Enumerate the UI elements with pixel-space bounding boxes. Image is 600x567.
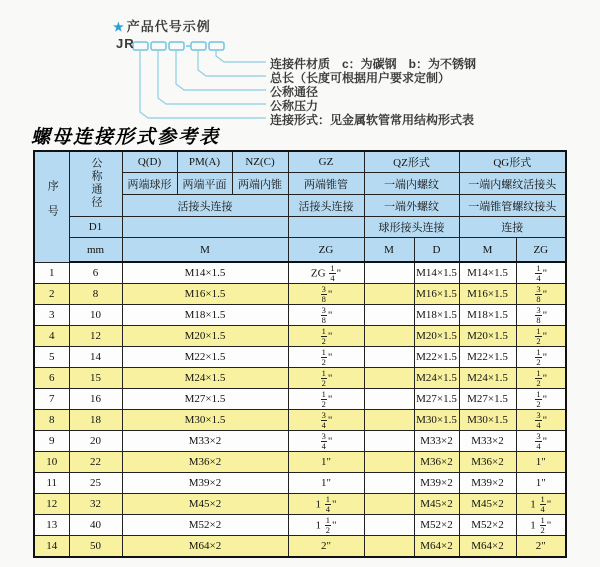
table-cell: 25 (69, 473, 122, 494)
header-join-qg: 一端锥管螺纹接头 (459, 195, 566, 217)
header-join-gz: 活接头连接 (288, 195, 364, 217)
table-cell: 1" (516, 452, 566, 473)
table-row (34, 494, 566, 515)
table-cell: 40 (69, 515, 122, 536)
table-cell: 7 (34, 389, 69, 410)
table-cell: M18×1.5 (459, 305, 516, 326)
header-code-q: Q(D) (122, 151, 177, 173)
table-cell (364, 473, 414, 494)
table-cell (364, 431, 414, 452)
table-cell (364, 410, 414, 431)
table-cell: M22×1.5 (122, 347, 288, 368)
table-cell: M27×1.5 (122, 389, 288, 410)
table-cell (364, 515, 414, 536)
header-join-qz: 一端外螺纹 (364, 195, 459, 217)
table-cell: M30×1.5 (459, 410, 516, 431)
table-cell: M45×2 (122, 494, 288, 515)
table-cell: M27×1.5 (459, 389, 516, 410)
table-cell: ZG $\frac{1}{4}$ " (288, 262, 364, 284)
nut-connection-reference-table (33, 150, 567, 558)
table-cell: M27×1.5 (414, 389, 459, 410)
table-row (34, 536, 566, 558)
table-cell: M36×2 (414, 452, 459, 473)
header-code-qg: QG形式 (459, 151, 566, 173)
table-cell: $\frac{3}{8}$ " (288, 305, 364, 326)
table-cell (364, 284, 414, 305)
table-cell: 22 (69, 452, 122, 473)
table-cell (364, 262, 414, 284)
table-cell: M20×1.5 (122, 326, 288, 347)
table-cell: $\frac{1}{2}$ " (288, 389, 364, 410)
header-code-gz: GZ (288, 151, 364, 173)
product-code-diagram (0, 0, 600, 135)
table-cell: M45×2 (459, 494, 516, 515)
table-cell: 12 (69, 326, 122, 347)
header-desc-qg: 一端内螺纹活接头 (459, 173, 566, 195)
table-row (34, 284, 566, 305)
table-cell: $\frac{1}{2}$ " (516, 347, 566, 368)
table-cell: M52×2 (459, 515, 516, 536)
table-cell: 12 (34, 494, 69, 515)
diagram-title (113, 16, 211, 35)
table-row (34, 305, 566, 326)
table-cell: M18×1.5 (414, 305, 459, 326)
table-cell: $\frac{3}{4}$ " (288, 410, 364, 431)
table-cell (364, 305, 414, 326)
table-cell (364, 347, 414, 368)
table-cell: 8 (34, 410, 69, 431)
table-cell: 14 (34, 536, 69, 558)
table-cell: 13 (34, 515, 69, 536)
table-cell: $\frac{3}{8}$ " (516, 305, 566, 326)
table-cell: 15 (69, 368, 122, 389)
table-cell: M33×2 (122, 431, 288, 452)
header-seq: 序号 (34, 151, 69, 262)
table-cell: $\frac{1}{2}$ " (516, 368, 566, 389)
header-desc-gz: 两端锥管 (288, 173, 364, 195)
table-header (34, 151, 566, 262)
product-code-prefix: JR (116, 36, 135, 51)
label-nominal-pressure: 公称压力 (270, 99, 319, 113)
table-cell (364, 536, 414, 558)
table-cell: M39×2 (122, 473, 288, 494)
table-cell (364, 368, 414, 389)
table-cell: 18 (69, 410, 122, 431)
table-cell: M14×1.5 (122, 262, 288, 284)
header-conn-qg: 连接 (459, 217, 566, 238)
table-cell: 1" (288, 452, 364, 473)
table-cell: M14×1.5 (414, 262, 459, 284)
table-cell: M39×2 (459, 473, 516, 494)
table-cell: 2 (34, 284, 69, 305)
header-unit-qz-d: D (414, 238, 459, 263)
table-cell: 6 (34, 368, 69, 389)
table-cell: 1 (34, 262, 69, 284)
table-cell: M52×2 (122, 515, 288, 536)
header-blank-left (122, 217, 288, 238)
table-row (34, 431, 566, 452)
table-cell: 32 (69, 494, 122, 515)
table-cell: M64×2 (122, 536, 288, 558)
table-cell: $\frac{1}{2}$ " (516, 389, 566, 410)
table-body (34, 262, 566, 557)
table-cell (364, 389, 414, 410)
table-cell: $\frac{1}{2}$ " (516, 326, 566, 347)
table-cell (364, 452, 414, 473)
label-connection-form: 连接形式：见金属软管常用结构形式表 (270, 113, 475, 127)
table-cell: $\frac{1}{4}$ " (516, 262, 566, 284)
code-box-icons (133, 42, 224, 50)
header-d1: D1 (69, 217, 122, 238)
table-cell: M30×1.5 (414, 410, 459, 431)
table-cell: M24×1.5 (122, 368, 288, 389)
header-unit-m: M (122, 238, 288, 263)
table-cell: M33×2 (414, 431, 459, 452)
table-cell: M16×1.5 (459, 284, 516, 305)
table-row (34, 473, 566, 494)
table-cell: M33×2 (459, 431, 516, 452)
table-title: 螺母连接形式参考表 (31, 127, 221, 148)
star-icon: ★ (113, 20, 125, 34)
header-unit-qz-m: M (364, 238, 414, 263)
table-cell: M39×2 (414, 473, 459, 494)
table-cell: $\frac{3}{8}$ " (288, 284, 364, 305)
table-row (34, 389, 566, 410)
diagram-title-text: 产品代号示例 (126, 19, 211, 34)
table-cell: M52×2 (414, 515, 459, 536)
table-cell: 10 (34, 452, 69, 473)
table-row (34, 410, 566, 431)
table-cell: M22×1.5 (459, 347, 516, 368)
table-cell: 11 (34, 473, 69, 494)
table-cell: M16×1.5 (122, 284, 288, 305)
table-cell: M24×1.5 (459, 368, 516, 389)
table-row (34, 452, 566, 473)
table-cell: M18×1.5 (122, 305, 288, 326)
table-cell: 5 (34, 347, 69, 368)
label-nominal-diameter: 公称通径 (270, 85, 319, 99)
table-cell: $\frac{1}{2}$ " (288, 326, 364, 347)
header-blank-gz (288, 217, 364, 238)
connector-lines (140, 50, 266, 118)
table-cell: M36×2 (122, 452, 288, 473)
table-cell: $\frac{1}{2}$ " (288, 347, 364, 368)
table-cell (364, 494, 414, 515)
table-cell: 10 (69, 305, 122, 326)
header-code-pm: PM(A) (177, 151, 232, 173)
header-unit-zg: ZG (288, 238, 364, 263)
header-mm: mm (69, 238, 122, 263)
table-cell: 16 (69, 389, 122, 410)
table-cell: M30×1.5 (122, 410, 288, 431)
table-row (34, 515, 566, 536)
header-desc-qz: 一端内螺纹 (364, 173, 459, 195)
header-conn-qz: 球形接头连接 (364, 217, 459, 238)
table-cell: M45×2 (414, 494, 459, 515)
table-cell: 1 $\frac{1}{2}$ " (288, 515, 364, 536)
table-cell: $\frac{3}{4}$ " (288, 431, 364, 452)
table-cell: 2" (288, 536, 364, 558)
table-row (34, 262, 566, 284)
table-cell: 14 (69, 347, 122, 368)
table-row (34, 368, 566, 389)
label-material: 连接件材质 c：为碳钢 b：为不锈钢 (270, 57, 477, 71)
table-cell: $\frac{3}{8}$ " (516, 284, 566, 305)
table-cell: M64×2 (414, 536, 459, 558)
table-cell: 2" (516, 536, 566, 558)
table-cell: $\frac{1}{2}$ " (288, 368, 364, 389)
table-cell: 1" (516, 473, 566, 494)
table-cell: 9 (34, 431, 69, 452)
table-cell: 4 (34, 326, 69, 347)
header-join-left: 活接头连接 (122, 195, 288, 217)
header-code-nz: NZ(C) (232, 151, 288, 173)
table-cell (364, 326, 414, 347)
table-cell: 1 $\frac{1}{2}$ " (516, 515, 566, 536)
table-cell: M20×1.5 (414, 326, 459, 347)
table-cell: M20×1.5 (459, 326, 516, 347)
table-cell: M22×1.5 (414, 347, 459, 368)
table-cell: 50 (69, 536, 122, 558)
table-cell: M36×2 (459, 452, 516, 473)
table-cell: 1" (288, 473, 364, 494)
header-unit-qg-m: M (459, 238, 516, 263)
label-total-length: 总长（长度可根据用户要求定制） (270, 71, 451, 85)
header-desc-nz: 两端内锥 (232, 173, 288, 195)
table-cell: 8 (69, 284, 122, 305)
table-cell: 6 (69, 262, 122, 284)
table-cell: M24×1.5 (414, 368, 459, 389)
table-cell: 3 (34, 305, 69, 326)
header-desc-q: 两端球形 (122, 173, 177, 195)
table-row (34, 326, 566, 347)
table-row (34, 347, 566, 368)
table-cell: 1 $\frac{1}{4}$ " (516, 494, 566, 515)
table-cell: $\frac{3}{4}$ " (516, 431, 566, 452)
header-code-qz: QZ形式 (364, 151, 459, 173)
header-unit-qg-zg: ZG (516, 238, 566, 263)
table-cell: M16×1.5 (414, 284, 459, 305)
table-cell: M64×2 (459, 536, 516, 558)
table-cell: 20 (69, 431, 122, 452)
table-cell: 1 $\frac{1}{4}$ " (288, 494, 364, 515)
header-dn: 公称通径 (69, 151, 122, 217)
header-desc-pm: 两端平面 (177, 173, 232, 195)
table-cell: $\frac{3}{4}$ " (516, 410, 566, 431)
table-cell: M14×1.5 (459, 262, 516, 284)
